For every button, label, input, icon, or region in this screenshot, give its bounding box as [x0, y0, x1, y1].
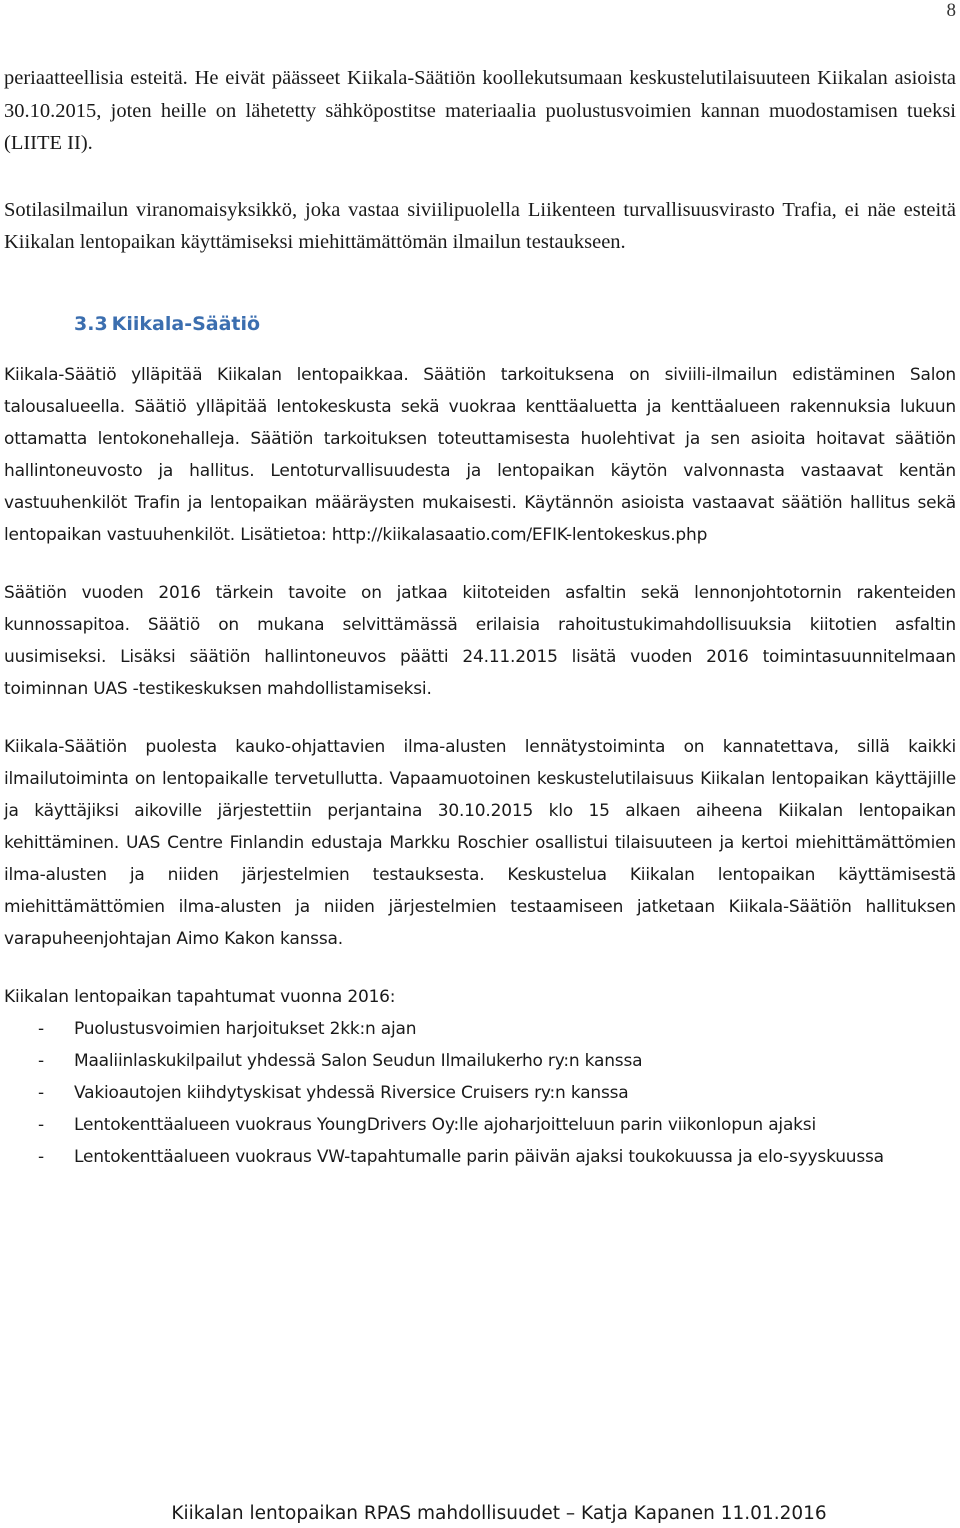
paragraph-uas-discussion: Kiikala-Säätiön puolesta kauko-ohjattavien ilma-alusten lennätystoiminta on kannatettava, sillä kaikki ilmailutoiminta on lentopaikalle tervetullutta. Vapaamuotoinen keskustelutilaisuus Kiikalan lentopaikan käyttäjille ja käyttäjiksi aikoville järjestettiin perjantaina 30.10.2015 klo 15 alkaen aiheena Kiikalan lentopaikan kehittäminen. UAS Centre Finlandin edustaja Markku Roschier osallistui tilaisuuteen ja kertoi miehittämättömien ilma-alusten ja niiden järjestelmien testauksesta. Keskustelua Kiikalan lentopaikan käyttämisestä miehittämättömien ilma-alusten ja niiden järjestelmien testaamiseen jatketaan Kiikala-Säätiön hallituksen varapuheenjohtajan Aimo Kakon kanssa.	[4, 736, 956, 949]
page-footer: Kiikalan lentopaikan RPAS mahdollisuudet – Katja Kapanen 11.01.2016	[171, 1503, 827, 1524]
section-title: Kiikala-Säätiö	[111, 312, 261, 335]
list-marker: -	[38, 1082, 44, 1103]
list-marker: -	[38, 1050, 44, 1071]
list-item: - Vakioautojen kiihdytyskisat yhdessä Riversice Cruisers ry:n kanssa	[4, 1077, 956, 1109]
document-body	[4, 62, 956, 1173]
section-number: 3.3	[74, 312, 108, 335]
list-marker: -	[38, 1146, 44, 1167]
paragraph-2016-goals: Säätiön vuoden 2016 tärkein tavoite on jatkaa kiitoteiden asfaltin sekä lennonjohtotornin rakenteiden kunnossapitoa. Säätiö on mukana selvittämässä erilaisia rahoitustukimahdollisuuksia kiitotien asfaltin uusimiseksi. Lisäksi säätiön hallintoneuvos päätti 24.11.2015 lisätä vuoden 2016 toimintasuunnitelmaan toiminnan UAS -testikeskuksen mahdollistamiseksi.	[4, 582, 956, 699]
events-intro: Kiikalan lentopaikan tapahtumat vuonna 2016:	[4, 986, 396, 1007]
list-item: - Maaliinlaskukilpailut yhdessä Salon Seudun Ilmailukerho ry:n kanssa	[4, 1045, 956, 1077]
list-item: - Lentokenttäalueen vuokraus VW-tapahtumalle parin päivän ajaksi toukokuussa ja elo-syyskuussa	[4, 1141, 956, 1173]
list-item: - Lentokenttäalueen vuokraus YoungDrivers Oy:lle ajoharjoitteluun parin viikonlopun ajaksi	[4, 1109, 956, 1141]
list-marker: -	[38, 1018, 44, 1039]
list-marker: -	[38, 1114, 44, 1135]
paragraph-military-aviation-authority: Sotilasilmailun viranomaisyksikkö, joka vastaa siviilipuolella Liikenteen turvallisuusvirasto Trafia, ei näe esteitä Kiikalan lentopaikan käyttämiseksi miehittämättömän ilmailun testaukseen.	[4, 198, 956, 253]
paragraph-foundation-overview: Kiikala-Säätiö ylläpitää Kiikalan lentopaikkaa. Säätiön tarkoituksena on siviili-ilmailun edistäminen Salon talousalueella. Säätiö ylläpitää lentokeskusta sekä vuokraa kenttäaluetta ja kenttäalueen rakennuksia lukuun ottamatta lentokonehalleja. Säätiön tarkoituksen toteuttamisesta huolehtivat ja sen asioita hoitavat säätiön hallintoneuvosto ja hallitus. Lentoturvallisuudesta ja lentopaikan käytön valvonnasta vastaavat kentän vastuuhenkilöt Trafin ja lentopaikan määräysten mukaisesti. Käytännön asioista vastaavat säätiön hallitus sekä lentopaikan vastuuhenkilöt. Lisätietoa: http://kiikalasaatio.com/EFIK-lentokeskus.php	[4, 364, 956, 545]
page-number: 8	[946, 0, 956, 21]
paragraph-defence-forces: periaatteellisia esteitä. He eivät päässeet Kiikala-Säätiön koollekutsumaan keskustelutilaisuuteen Kiikalan asioista 30.10.2015, joten heille on lähetetty sähköpostitse materiaalia puolustusvoimien kannan muodostamisen tueksi (LIITE II).	[4, 67, 956, 154]
section-heading	[74, 313, 956, 335]
list-item: - Puolustusvoimien harjoitukset 2kk:n ajan	[4, 1013, 956, 1045]
events-list	[4, 1013, 956, 1173]
